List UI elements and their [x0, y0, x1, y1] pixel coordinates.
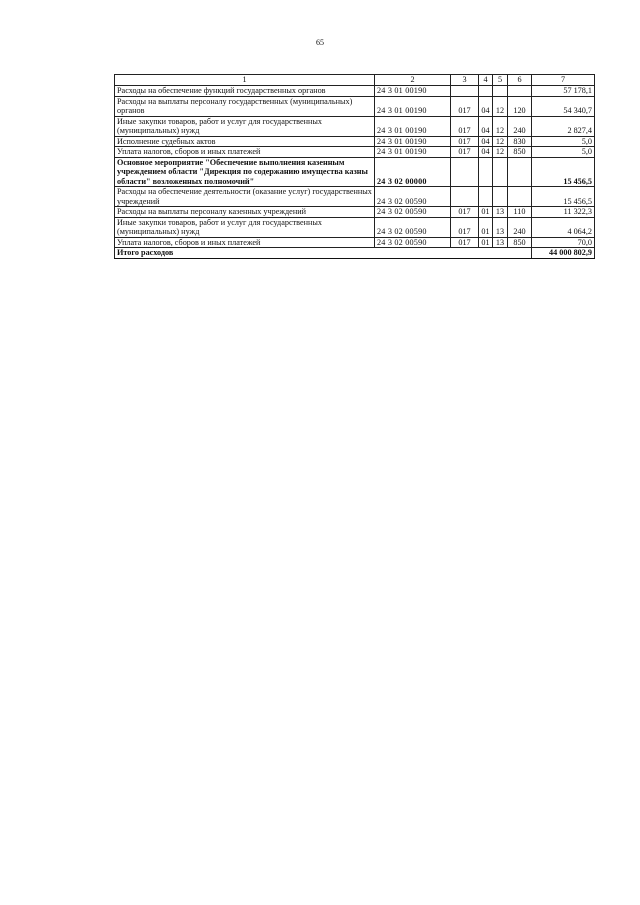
column-header: 2 [375, 75, 451, 86]
table-header-row [115, 75, 595, 86]
table-row [115, 157, 595, 187]
row-name: Расходы на выплаты персоналу государственных (муниципальных) органов [115, 96, 375, 116]
table-row [115, 237, 595, 248]
row-expense-type [508, 187, 532, 207]
row-ministry-code: 017 [451, 136, 479, 147]
column-header: 3 [451, 75, 479, 86]
row-expense-type [508, 157, 532, 187]
column-header: 4 [479, 75, 493, 86]
row-ministry-code: 017 [451, 207, 479, 218]
row-ministry-code: 017 [451, 96, 479, 116]
row-subsection-code: 12 [493, 136, 508, 147]
row-code: 24 3 01 00190 [375, 136, 451, 147]
table-row [115, 86, 595, 97]
row-subsection-code [493, 157, 508, 187]
row-code: 24 3 02 00000 [375, 157, 451, 187]
row-section-code: 04 [479, 136, 493, 147]
table-row [115, 147, 595, 158]
row-amount: 15 456,5 [532, 187, 595, 207]
row-subsection-code: 13 [493, 217, 508, 237]
row-expense-type: 830 [508, 136, 532, 147]
row-subsection-code: 12 [493, 116, 508, 136]
row-name: Расходы на выплаты персоналу казенных учреждений [115, 207, 375, 218]
total-row [115, 248, 595, 259]
row-amount: 5,0 [532, 136, 595, 147]
row-amount: 4 064,2 [532, 217, 595, 237]
row-amount: 11 322,3 [532, 207, 595, 218]
row-amount: 5,0 [532, 147, 595, 158]
row-expense-type: 110 [508, 207, 532, 218]
row-ministry-code [451, 86, 479, 97]
row-amount: 70,0 [532, 237, 595, 248]
row-expense-type: 850 [508, 147, 532, 158]
row-code: 24 3 02 00590 [375, 207, 451, 218]
row-subsection-code: 13 [493, 207, 508, 218]
row-name: Уплата налогов, сборов и иных платежей [115, 237, 375, 248]
row-section-code: 01 [479, 207, 493, 218]
row-ministry-code [451, 187, 479, 207]
table-row [115, 136, 595, 147]
row-ministry-code: 017 [451, 237, 479, 248]
row-section-code: 04 [479, 116, 493, 136]
row-name: Исполнение судебных актов [115, 136, 375, 147]
row-amount: 2 827,4 [532, 116, 595, 136]
row-ministry-code: 017 [451, 217, 479, 237]
table-row [115, 96, 595, 116]
row-code: 24 3 01 00190 [375, 147, 451, 158]
row-subsection-code [493, 86, 508, 97]
page-number: 65 [316, 38, 324, 47]
table-row [115, 207, 595, 218]
row-expense-type: 240 [508, 116, 532, 136]
row-section-code: 01 [479, 237, 493, 248]
row-name: Иные закупки товаров, работ и услуг для государственных (муниципальных) нужд [115, 116, 375, 136]
row-amount: 57 178,1 [532, 86, 595, 97]
column-header: 6 [508, 75, 532, 86]
total-label: Итого расходов [115, 248, 532, 259]
table-row [115, 116, 595, 136]
row-subsection-code [493, 187, 508, 207]
row-section-code: 01 [479, 217, 493, 237]
row-expense-type: 240 [508, 217, 532, 237]
row-code: 24 3 01 00190 [375, 96, 451, 116]
row-code: 24 3 02 00590 [375, 187, 451, 207]
row-section-code: 04 [479, 96, 493, 116]
row-name: Расходы на обеспечение функций государственных органов [115, 86, 375, 97]
table-row [115, 187, 595, 207]
row-section-code [479, 187, 493, 207]
row-name: Расходы на обеспечение деятельности (оказание услуг) государственных учреждений [115, 187, 375, 207]
row-name: Иные закупки товаров, работ и услуг для государственных (муниципальных) нужд [115, 217, 375, 237]
row-subsection-code: 13 [493, 237, 508, 248]
row-code: 24 3 02 00590 [375, 217, 451, 237]
row-code: 24 3 01 00190 [375, 86, 451, 97]
row-section-code [479, 86, 493, 97]
row-subsection-code: 12 [493, 147, 508, 158]
row-subsection-code: 12 [493, 96, 508, 116]
row-ministry-code: 017 [451, 147, 479, 158]
row-amount: 15 456,5 [532, 157, 595, 187]
row-ministry-code [451, 157, 479, 187]
total-amount: 44 000 802,9 [532, 248, 595, 259]
row-code: 24 3 01 00190 [375, 116, 451, 136]
row-code: 24 3 02 00590 [375, 237, 451, 248]
column-header: 1 [115, 75, 375, 86]
column-header: 7 [532, 75, 595, 86]
expenditure-table [114, 74, 595, 259]
row-name: Уплата налогов, сборов и иных платежей [115, 147, 375, 158]
row-section-code: 04 [479, 147, 493, 158]
row-ministry-code: 017 [451, 116, 479, 136]
row-name: Основное мероприятие "Обеспечение выполнения казенным учреждением области "Дирекция по содержанию имущества казны области" возложенных полномочий" [115, 157, 375, 187]
row-section-code [479, 157, 493, 187]
row-expense-type: 850 [508, 237, 532, 248]
table-row [115, 217, 595, 237]
row-expense-type [508, 86, 532, 97]
column-header: 5 [493, 75, 508, 86]
row-amount: 54 340,7 [532, 96, 595, 116]
row-expense-type: 120 [508, 96, 532, 116]
